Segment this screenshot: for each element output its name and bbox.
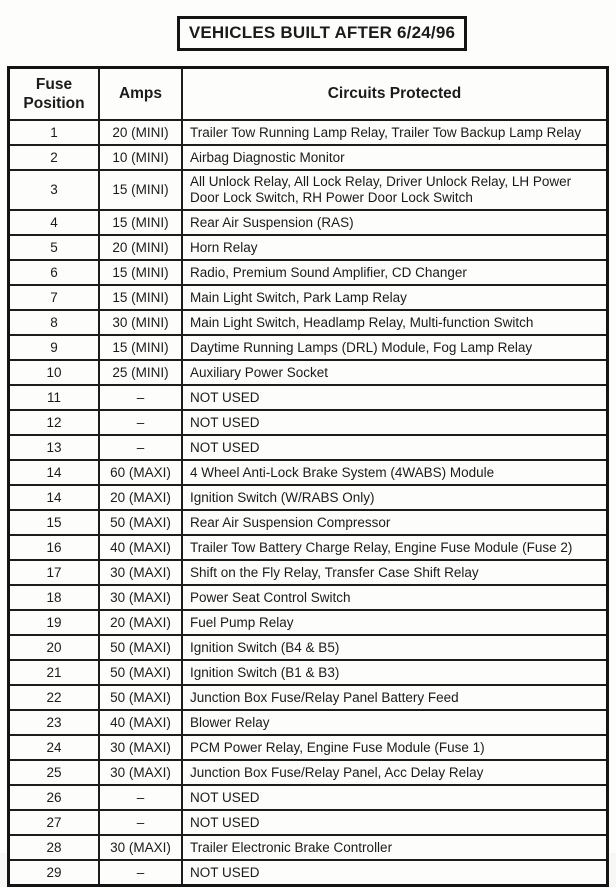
table-row bbox=[9, 460, 608, 485]
amps-cell: 10 (MINI) bbox=[99, 145, 182, 170]
table-row bbox=[9, 860, 608, 886]
amps-cell: – bbox=[99, 785, 182, 810]
table-row bbox=[9, 810, 608, 835]
header-amps: Amps bbox=[99, 68, 182, 121]
amps-cell: 30 (MINI) bbox=[99, 310, 182, 335]
circuits-cell: Ignition Switch (B1 & B3) bbox=[182, 660, 608, 685]
amps-cell: 30 (MAXI) bbox=[99, 735, 182, 760]
fuse-position-cell: 15 bbox=[9, 510, 100, 535]
amps-cell: – bbox=[99, 860, 182, 886]
circuits-cell: NOT USED bbox=[182, 385, 608, 410]
table-row bbox=[9, 260, 608, 285]
amps-cell: 15 (MINI) bbox=[99, 210, 182, 235]
circuits-cell: Junction Box Fuse/Relay Panel, Acc Delay Relay bbox=[182, 760, 608, 785]
table-row bbox=[9, 760, 608, 785]
table-row bbox=[9, 285, 608, 310]
amps-cell: 30 (MAXI) bbox=[99, 760, 182, 785]
fuse-position-cell: 13 bbox=[9, 435, 100, 460]
fuse-position-cell: 23 bbox=[9, 710, 100, 735]
table-row bbox=[9, 710, 608, 735]
circuits-cell: NOT USED bbox=[182, 785, 608, 810]
circuits-cell: NOT USED bbox=[182, 860, 608, 886]
amps-cell: 50 (MAXI) bbox=[99, 635, 182, 660]
fuse-position-cell: 16 bbox=[9, 535, 100, 560]
amps-cell: 30 (MAXI) bbox=[99, 835, 182, 860]
circuits-cell: Power Seat Control Switch bbox=[182, 585, 608, 610]
fuse-table-body bbox=[9, 120, 608, 886]
table-row bbox=[9, 120, 608, 145]
circuits-cell: Main Light Switch, Park Lamp Relay bbox=[182, 285, 608, 310]
fuse-position-cell: 26 bbox=[9, 785, 100, 810]
fuse-position-cell: 8 bbox=[9, 310, 100, 335]
amps-cell: 20 (MINI) bbox=[99, 235, 182, 260]
table-row bbox=[9, 610, 608, 635]
fuse-position-cell: 10 bbox=[9, 360, 100, 385]
table-row bbox=[9, 310, 608, 335]
table-row bbox=[9, 835, 608, 860]
circuits-cell: NOT USED bbox=[182, 810, 608, 835]
table-row bbox=[9, 535, 608, 560]
circuits-cell: Radio, Premium Sound Amplifier, CD Changer bbox=[182, 260, 608, 285]
circuits-cell: Trailer Electronic Brake Controller bbox=[182, 835, 608, 860]
circuits-cell: Rear Air Suspension Compressor bbox=[182, 510, 608, 535]
fuse-position-cell: 25 bbox=[9, 760, 100, 785]
amps-cell: – bbox=[99, 385, 182, 410]
table-row bbox=[9, 635, 608, 660]
amps-cell: 50 (MAXI) bbox=[99, 660, 182, 685]
table-row bbox=[9, 735, 608, 760]
fuse-position-cell: 27 bbox=[9, 810, 100, 835]
amps-cell: 15 (MINI) bbox=[99, 260, 182, 285]
amps-cell: 20 (MAXI) bbox=[99, 485, 182, 510]
amps-cell: 25 (MINI) bbox=[99, 360, 182, 385]
circuits-cell: Junction Box Fuse/Relay Panel Battery Feed bbox=[182, 685, 608, 710]
amps-cell: 15 (MINI) bbox=[99, 170, 182, 210]
table-row bbox=[9, 235, 608, 260]
amps-cell: 20 (MINI) bbox=[99, 120, 182, 145]
fuse-position-cell: 24 bbox=[9, 735, 100, 760]
circuits-cell: NOT USED bbox=[182, 435, 608, 460]
fuse-position-cell: 4 bbox=[9, 210, 100, 235]
fuse-position-cell: 18 bbox=[9, 585, 100, 610]
amps-cell: 40 (MAXI) bbox=[99, 710, 182, 735]
circuits-cell: PCM Power Relay, Engine Fuse Module (Fuse 1) bbox=[182, 735, 608, 760]
circuits-cell: Airbag Diagnostic Monitor bbox=[182, 145, 608, 170]
fuse-position-cell: 22 bbox=[9, 685, 100, 710]
fuse-position-cell: 12 bbox=[9, 410, 100, 435]
circuits-cell: Main Light Switch, Headlamp Relay, Multi-function Switch bbox=[182, 310, 608, 335]
amps-cell: 50 (MAXI) bbox=[99, 510, 182, 535]
page-title bbox=[177, 16, 467, 51]
fuse-position-cell: 3 bbox=[9, 170, 100, 210]
fuse-position-cell: 2 bbox=[9, 145, 100, 170]
header-fuse-position: Fuse Position bbox=[9, 68, 100, 121]
table-row bbox=[9, 410, 608, 435]
circuits-cell: Trailer Tow Running Lamp Relay, Trailer Tow Backup Lamp Relay bbox=[182, 120, 608, 145]
table-row bbox=[9, 385, 608, 410]
fuse-position-cell: 11 bbox=[9, 385, 100, 410]
table-row bbox=[9, 360, 608, 385]
circuits-cell: Shift on the Fly Relay, Transfer Case Shift Relay bbox=[182, 560, 608, 585]
fuse-position-cell: 14 bbox=[9, 460, 100, 485]
table-row bbox=[9, 435, 608, 460]
circuits-cell: Trailer Tow Battery Charge Relay, Engine Fuse Module (Fuse 2) bbox=[182, 535, 608, 560]
header-row bbox=[9, 68, 608, 121]
amps-cell: 15 (MINI) bbox=[99, 335, 182, 360]
amps-cell: – bbox=[99, 410, 182, 435]
fuse-position-cell: 17 bbox=[9, 560, 100, 585]
amps-cell: 30 (MAXI) bbox=[99, 560, 182, 585]
amps-cell: – bbox=[99, 435, 182, 460]
table-row bbox=[9, 170, 608, 210]
amps-cell: – bbox=[99, 810, 182, 835]
circuits-cell: Auxiliary Power Socket bbox=[182, 360, 608, 385]
circuits-cell: Ignition Switch (B4 & B5) bbox=[182, 635, 608, 660]
table-row bbox=[9, 145, 608, 170]
fuse-position-cell: 9 bbox=[9, 335, 100, 360]
table-row bbox=[9, 335, 608, 360]
amps-cell: 15 (MINI) bbox=[99, 285, 182, 310]
circuits-cell: Ignition Switch (W/RABS Only) bbox=[182, 485, 608, 510]
fuse-position-cell: 28 bbox=[9, 835, 100, 860]
table-row bbox=[9, 685, 608, 710]
circuits-cell: Blower Relay bbox=[182, 710, 608, 735]
fuse-position-cell: 1 bbox=[9, 120, 100, 145]
table-row bbox=[9, 510, 608, 535]
table-row bbox=[9, 660, 608, 685]
page-title-text: VEHICLES BUILT AFTER 6/24/96 bbox=[188, 23, 456, 42]
circuits-cell: Rear Air Suspension (RAS) bbox=[182, 210, 608, 235]
circuits-cell: Horn Relay bbox=[182, 235, 608, 260]
table-row bbox=[9, 560, 608, 585]
fuse-table bbox=[7, 66, 609, 887]
table-row bbox=[9, 585, 608, 610]
circuits-cell: 4 Wheel Anti-Lock Brake System (4WABS) Module bbox=[182, 460, 608, 485]
circuits-cell: Fuel Pump Relay bbox=[182, 610, 608, 635]
fuse-position-cell: 5 bbox=[9, 235, 100, 260]
amps-cell: 40 (MAXI) bbox=[99, 535, 182, 560]
fuse-position-cell: 6 bbox=[9, 260, 100, 285]
fuse-position-cell: 20 bbox=[9, 635, 100, 660]
table-row bbox=[9, 785, 608, 810]
fuse-position-cell: 29 bbox=[9, 860, 100, 886]
circuits-cell: NOT USED bbox=[182, 410, 608, 435]
header-circuits-protected: Circuits Protected bbox=[182, 68, 608, 121]
fuse-position-cell: 19 bbox=[9, 610, 100, 635]
amps-cell: 30 (MAXI) bbox=[99, 585, 182, 610]
amps-cell: 60 (MAXI) bbox=[99, 460, 182, 485]
circuits-cell: All Unlock Relay, All Lock Relay, Driver Unlock Relay, LH Power Door Lock Switch, RH Power Door Lock Switch bbox=[182, 170, 608, 210]
fuse-position-cell: 7 bbox=[9, 285, 100, 310]
amps-cell: 50 (MAXI) bbox=[99, 685, 182, 710]
fuse-table-header bbox=[9, 68, 608, 121]
amps-cell: 20 (MAXI) bbox=[99, 610, 182, 635]
circuits-cell: Daytime Running Lamps (DRL) Module, Fog Lamp Relay bbox=[182, 335, 608, 360]
fuse-position-cell: 14 bbox=[9, 485, 100, 510]
table-row bbox=[9, 210, 608, 235]
fuse-position-cell: 21 bbox=[9, 660, 100, 685]
table-row bbox=[9, 485, 608, 510]
